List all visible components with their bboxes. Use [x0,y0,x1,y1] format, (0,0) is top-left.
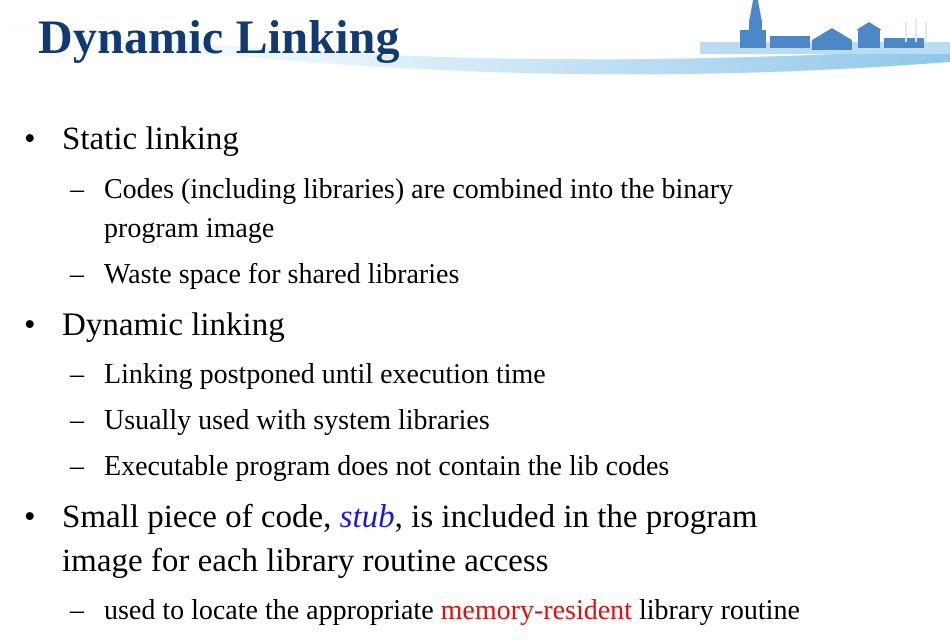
stub-term: stub [339,499,395,535]
bullet-text-pre: Small piece of code, [62,499,340,535]
sub-bullet-text: program image [104,213,275,244]
sub-text-post: library routine [631,595,800,626]
bullet-text: Static linking [62,121,239,157]
slide-title: Dynamic Linking [38,11,400,64]
header-band [0,0,950,96]
sub-bullet-text: Linking postponed until execution time [104,359,546,390]
dash-icon: – [70,259,84,290]
dash-icon: – [70,359,84,390]
memory-resident-term: memory-resident [440,595,632,626]
bullet-text-post: , is included in the program [394,499,758,535]
dash-icon: – [70,405,84,436]
sub-bullet-text: Codes (including libraries) are combined into the binary [104,174,734,205]
dash-icon: – [70,451,84,482]
bullet-text: image for each library routine access [62,543,549,579]
dash-icon: – [70,595,84,626]
dash-icon: – [70,174,84,205]
bullet-text: Dynamic linking [62,307,285,343]
sub-bullet-text: Executable program does not contain the lib codes [104,451,670,482]
sub-bullet-text: Usually used with system libraries [104,405,490,436]
bullet-icon: • [24,499,36,535]
sub-bullet-text: Waste space for shared libraries [104,259,460,290]
bullet-text [62,496,758,539]
sub-text-pre: used to locate the appropriate [104,595,441,626]
sub-bullet-text [104,591,800,630]
bullet-icon: • [24,121,36,157]
bullet-icon: • [24,307,36,343]
